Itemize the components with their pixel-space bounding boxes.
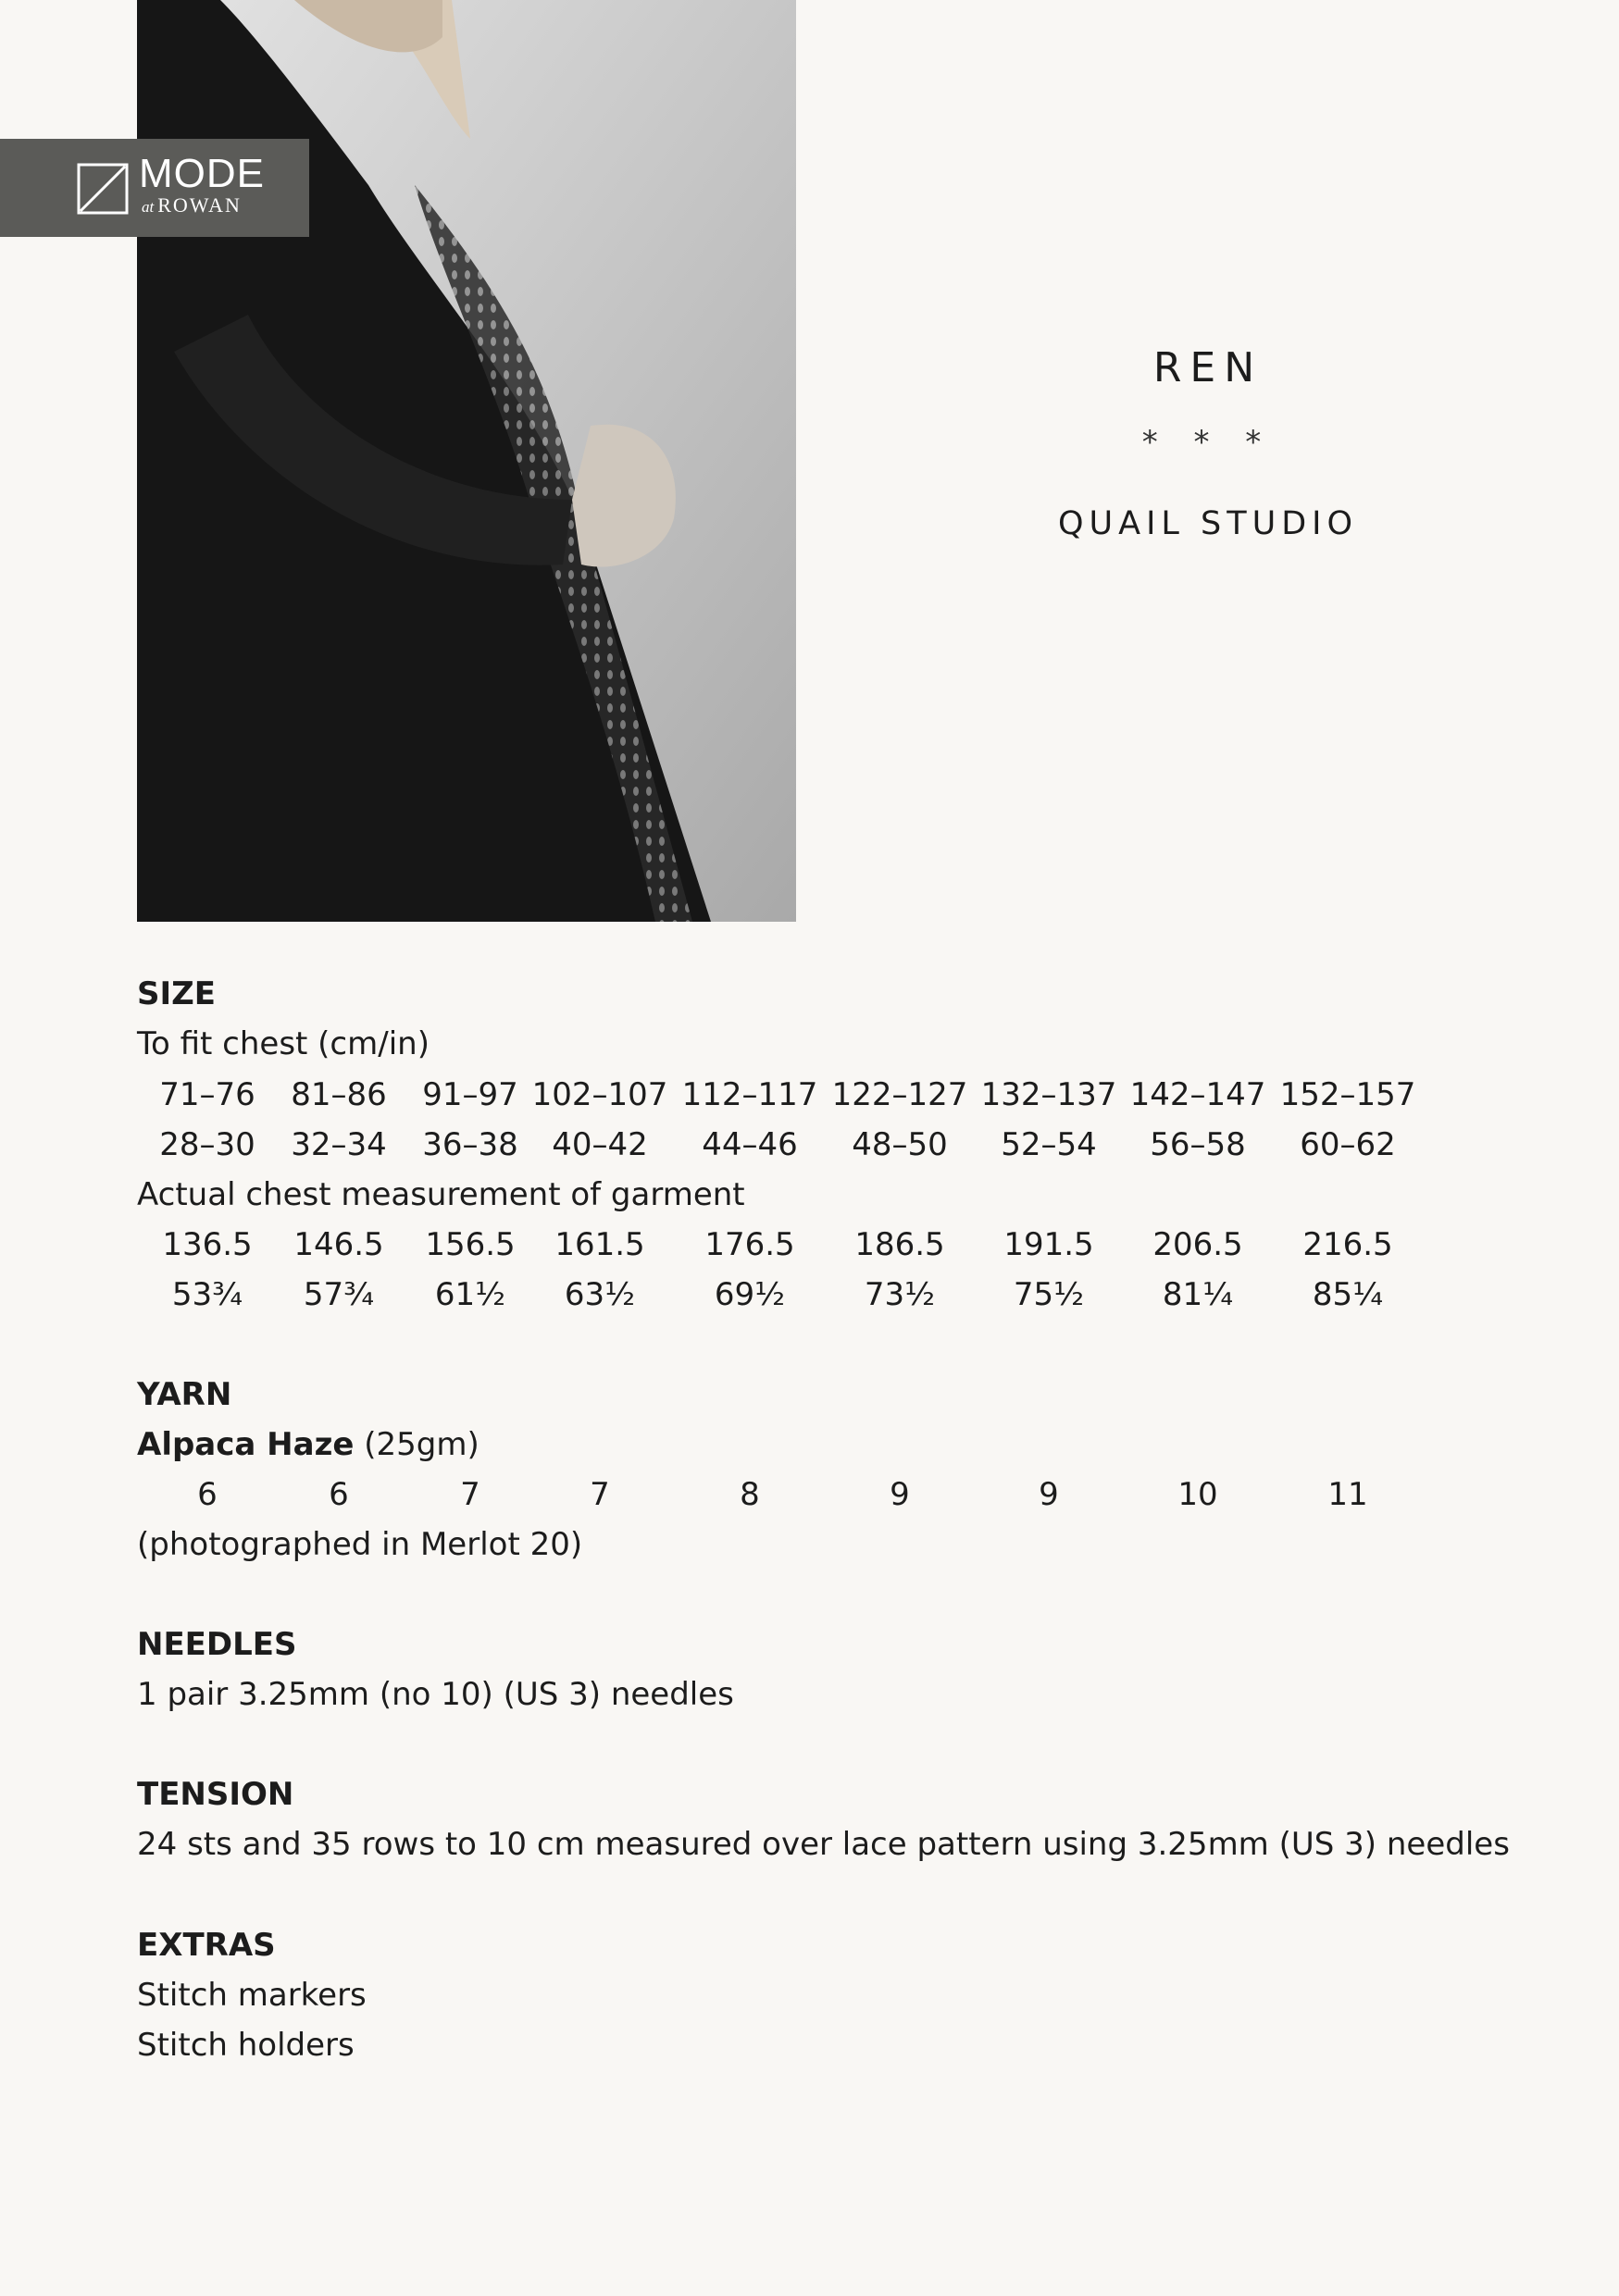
- yarn-heading: YARN: [137, 1376, 232, 1413]
- brand-name: MODE: [139, 151, 265, 196]
- fit-cm-row: [0, 1076, 1619, 1116]
- actual-cm-cell: 136.5: [162, 1226, 253, 1263]
- yarn-note: (photographed in Merlot 20): [137, 1526, 583, 1563]
- actual-in-cell: 57¾: [303, 1276, 375, 1313]
- fit-chest-label: To fit chest (cm/in): [137, 1025, 430, 1062]
- actual-cm-cell: 176.5: [704, 1226, 795, 1263]
- fit-in-cell: 44–46: [702, 1126, 798, 1163]
- yarn-quantity-cell: 10: [1177, 1476, 1218, 1513]
- extras-item: Stitch holders: [137, 2027, 355, 2064]
- actual-cm-cell: 161.5: [554, 1226, 645, 1263]
- yarn-quantity-cell: 9: [890, 1476, 910, 1513]
- fit-in-cell: 28–30: [159, 1126, 255, 1163]
- actual-chest-label: Actual chest measurement of garment: [137, 1176, 745, 1213]
- actual-in-cell: 63½: [564, 1276, 636, 1313]
- actual-in-cell: 69½: [714, 1276, 786, 1313]
- tension-text: 24 sts and 35 rows to 10 cm measured over lace pattern using 3.25mm (US 3) needles: [137, 1826, 1510, 1863]
- fit-cm-cell: 112–117: [681, 1076, 818, 1113]
- fit-in-cell: 36–38: [422, 1126, 518, 1163]
- fit-cm-cell: 71–76: [159, 1076, 255, 1113]
- yarn-weight: (25gm): [364, 1426, 479, 1463]
- actual-in-cell: 81¼: [1162, 1276, 1234, 1313]
- divider-stars: * * *: [1141, 424, 1275, 461]
- yarn-quantity-cell: 6: [197, 1476, 218, 1513]
- fit-cm-cell: 91–97: [422, 1076, 518, 1113]
- size-heading: SIZE: [137, 975, 217, 1012]
- yarn-quantity-cell: 6: [329, 1476, 349, 1513]
- needles-text: 1 pair 3.25mm (no 10) (US 3) needles: [137, 1676, 734, 1713]
- extras-item: Stitch markers: [137, 1977, 367, 2014]
- extras-heading: EXTRAS: [137, 1927, 276, 1964]
- actual-in-cell: 73½: [864, 1276, 936, 1313]
- yarn-quantity-cell: 11: [1327, 1476, 1368, 1513]
- fit-in-cell: 48–50: [852, 1126, 948, 1163]
- actual-in-row: [0, 1276, 1619, 1316]
- actual-in-cell: 75½: [1013, 1276, 1085, 1313]
- designer-name: QUAIL STUDIO: [1057, 505, 1359, 542]
- yarn-quantity-cell: 8: [740, 1476, 760, 1513]
- brand-subtitle: at ROWAN: [142, 193, 242, 217]
- actual-cm-cell: 186.5: [854, 1226, 945, 1263]
- actual-cm-cell: 146.5: [293, 1226, 384, 1263]
- fit-in-row: [0, 1126, 1619, 1166]
- actual-cm-cell: 156.5: [425, 1226, 516, 1263]
- fit-in-cell: 40–42: [552, 1126, 648, 1163]
- fit-in-cell: 32–34: [291, 1126, 387, 1163]
- tension-heading: TENSION: [137, 1776, 294, 1813]
- yarn-name: Alpaca Haze: [137, 1426, 355, 1463]
- fit-in-cell: 60–62: [1300, 1126, 1396, 1163]
- pattern-title: REN: [1152, 344, 1264, 391]
- yarn-name-line: [137, 1426, 479, 1463]
- logo-mark-icon: [77, 163, 129, 215]
- fit-cm-cell: 142–147: [1129, 1076, 1266, 1113]
- actual-in-cell: 85¼: [1312, 1276, 1384, 1313]
- yarn-quantity-cell: 9: [1039, 1476, 1059, 1513]
- fit-cm-cell: 152–157: [1279, 1076, 1416, 1113]
- fit-in-cell: 52–54: [1001, 1126, 1097, 1163]
- fit-cm-cell: 102–107: [531, 1076, 668, 1113]
- fit-cm-cell: 132–137: [980, 1076, 1117, 1113]
- yarn-quantity-row: [0, 1476, 1619, 1516]
- actual-in-cell: 61½: [434, 1276, 506, 1313]
- fit-cm-cell: 122–127: [831, 1076, 968, 1113]
- yarn-quantity-cell: 7: [590, 1476, 610, 1513]
- actual-cm-cell: 206.5: [1152, 1226, 1243, 1263]
- fit-cm-cell: 81–86: [291, 1076, 387, 1113]
- yarn-quantity-cell: 7: [460, 1476, 480, 1513]
- fit-in-cell: 56–58: [1150, 1126, 1246, 1163]
- needles-heading: NEEDLES: [137, 1626, 297, 1663]
- actual-cm-cell: 191.5: [1003, 1226, 1094, 1263]
- actual-in-cell: 53¾: [171, 1276, 243, 1313]
- actual-cm-cell: 216.5: [1302, 1226, 1393, 1263]
- actual-cm-row: [0, 1226, 1619, 1266]
